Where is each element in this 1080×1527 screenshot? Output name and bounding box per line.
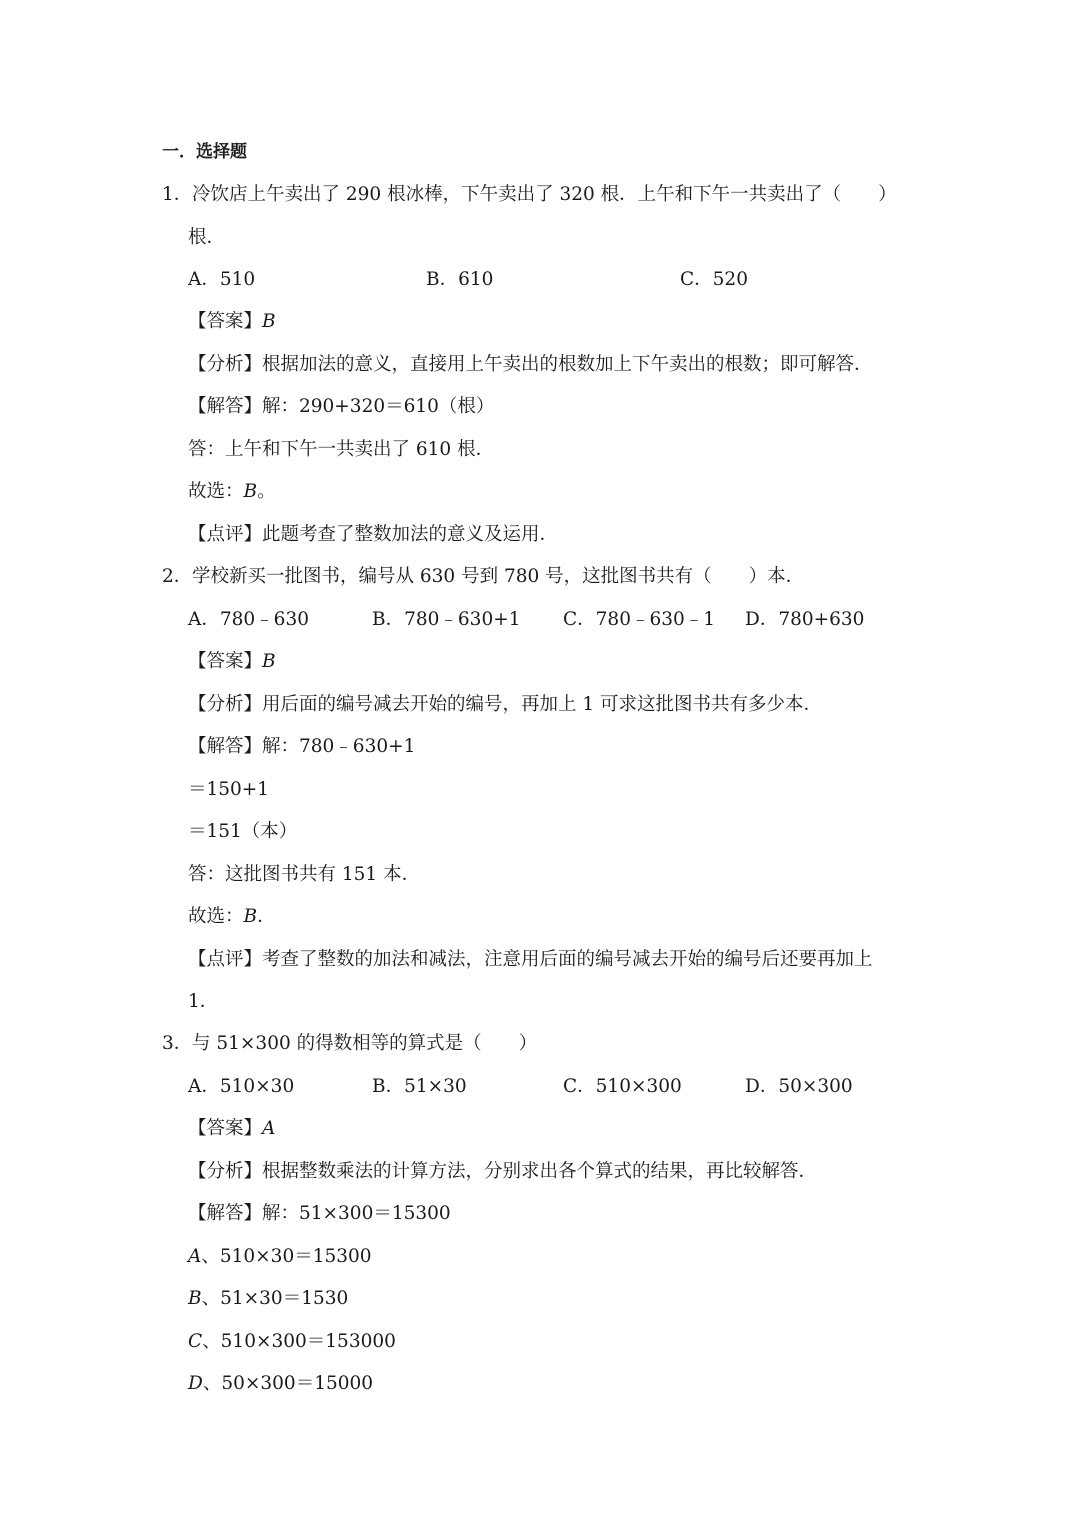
q2-option-c: C．780﹣630﹣1 [563, 609, 716, 630]
q1-option-b: B．610 [426, 269, 494, 290]
q1-answer-value: B [262, 311, 276, 332]
q2-option-a: A．780﹣630 [188, 609, 309, 630]
q3-calc-c-expr: 、510×300＝153000 [202, 1331, 396, 1352]
q2-solution-step2: ＝150+1 [188, 779, 270, 800]
q2-answer-label: 【答案】 [188, 651, 263, 672]
q3-calc-d-expr: 、50×300＝15000 [202, 1373, 374, 1394]
q3-option-d: D．50×300 [745, 1076, 853, 1097]
q1-stem-line2: 根． [188, 227, 226, 248]
q3-calc-a-letter: A [188, 1246, 202, 1267]
q1-choose-label: 故选： [188, 481, 244, 502]
q3-option-b: B．51×30 [372, 1076, 467, 1097]
q2-solution-step1: 【解答】解：780﹣630+1 [188, 736, 416, 757]
q3-option-c: C．510×300 [563, 1076, 682, 1097]
q1-reply: 答：上午和下午一共卖出了 610 根． [188, 439, 495, 460]
q3-option-a: A．510×30 [188, 1076, 295, 1097]
q2-choose-value: B [243, 906, 258, 927]
q2-choose-label: 故选： [188, 906, 244, 927]
q2-answer-value: B [262, 651, 276, 672]
q1-number: 1． [162, 184, 193, 205]
q3-number: 3． [162, 1033, 193, 1054]
q2-reply: 答：这批图书共有 151 本． [188, 864, 421, 885]
q3-answer [188, 1120, 275, 1139]
q2-solution-step3: ＝151（本） [188, 821, 298, 842]
q1-option-c: C．520 [680, 269, 748, 290]
q1-answer [188, 313, 276, 332]
q3-calc-c [188, 1333, 396, 1352]
q3-calc-d [188, 1375, 373, 1394]
q2-answer [188, 653, 276, 672]
q1-choose-end: 。 [257, 481, 276, 502]
q3-solution: 【解答】解：51×300＝15300 [188, 1203, 451, 1224]
q3-calc-d-letter: D [188, 1373, 203, 1394]
q2-choose-end: ． [257, 906, 276, 927]
q1-analysis: 【分析】根据加法的意义，直接用上午卖出的根数加上下午卖出的根数；即可解答． [188, 354, 873, 375]
q3-calc-b-letter: B [188, 1288, 202, 1309]
q3-calc-b [188, 1290, 348, 1309]
q2-comment-line2: 1． [188, 991, 219, 1012]
q1-answer-label: 【答案】 [188, 311, 263, 332]
q3-stem: 与 51×300 的得数相等的算式是（ ） [192, 1033, 538, 1054]
q2-option-d: D．780+630 [745, 609, 865, 630]
q2-number: 2． [162, 566, 193, 587]
q3-calc-c-letter: C [188, 1331, 203, 1352]
q3-calc-b-expr: 、51×30＝1530 [201, 1288, 349, 1309]
q2-choose [188, 908, 276, 927]
q2-option-b: B．780﹣630+1 [372, 609, 521, 630]
q1-option-a: A．510 [188, 269, 256, 290]
q3-analysis: 【分析】根据整数乘法的计算方法，分别求出各个算式的结果，再比较解答． [188, 1161, 818, 1182]
q3-answer-value: A [262, 1118, 276, 1139]
q2-comment-line1: 【点评】考查了整数的加法和减法，注意用后面的编号减去开始的编号后还要再加上 [188, 949, 873, 970]
q1-solution: 【解答】解：290+320＝610（根） [188, 396, 495, 417]
q1-comment: 【点评】此题考查了整数加法的意义及运用． [188, 524, 559, 545]
q1-choose [188, 483, 276, 502]
q3-answer-label: 【答案】 [188, 1118, 263, 1139]
q1-choose-value: B [243, 481, 258, 502]
q2-analysis: 【分析】用后面的编号减去开始的编号，再加上 1 可求这批图书共有多少本． [188, 694, 823, 715]
q1-stem-line1: 冷饮店上午卖出了 290 根冰棒，下午卖出了 320 根．上午和下午一共卖出了（ ） [192, 184, 897, 205]
section-title: 一．选择题 [162, 142, 247, 162]
q3-calc-a-expr: 、510×30＝15300 [201, 1246, 372, 1267]
q3-calc-a [188, 1248, 372, 1267]
q2-stem: 学校新买一批图书，编号从 630 号到 780 号，这批图书共有（ ）本． [192, 566, 805, 587]
